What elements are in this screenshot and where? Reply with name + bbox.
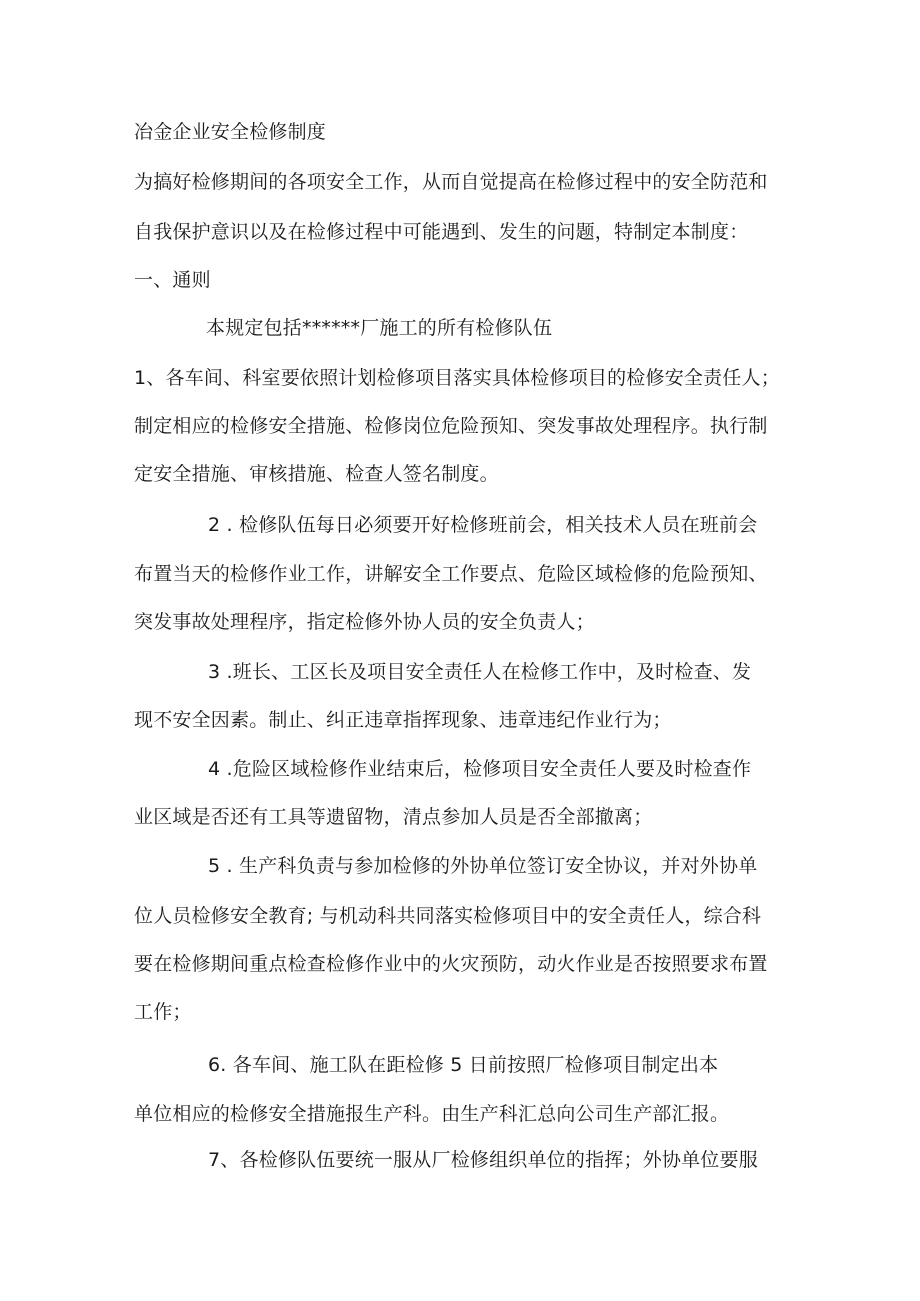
section-heading: 一、通则 xyxy=(134,269,211,291)
text-line: 位人员检修安全教育; 与机动科共同落实检修项目中的安全责任人，综合科 xyxy=(134,905,762,927)
text-line: 自我保护意识以及在检修过程中可能遇到、发生的问题，特制定本制度： xyxy=(134,221,749,243)
text-line: 3 .班长、工区长及项目安全责任人在检修工作中，及时检查、发 xyxy=(208,661,752,683)
text-line: 业区域是否还有工具等遗留物，清点参加人员是否全部撤离； xyxy=(134,806,653,828)
text-line: 1、各车间、科室要依照计划检修项目落实具体检修项目的检修安全责任人； xyxy=(134,367,780,389)
text-line: 工作； xyxy=(134,1001,192,1023)
text-line: 定安全措施、审核措施、检查人签名制度。 xyxy=(134,463,499,485)
document-title: 冶金企业安全检修制度 xyxy=(134,121,327,143)
text-line: 制定相应的检修安全措施、检修岗位危险预知、突发事故处理程序。执行制 xyxy=(134,415,768,437)
text-line: 要在检修期间重点检查检修作业中的火灾预防，动火作业是否按照要求布置 xyxy=(134,953,768,975)
text-line: 单位相应的检修安全措施报生产科。由生产科汇总向公司生产部汇报。 xyxy=(134,1103,730,1125)
text-line: 4 .危险区域检修作业结束后，检修项目安全责任人要及时检查作 xyxy=(208,758,752,780)
text-line: 突发事故处理程序，指定检修外协人员的安全负责人； xyxy=(134,611,595,633)
text-line: 5 . 生产科负责与参加检修的外协单位签订安全协议，并对外协单 xyxy=(208,855,758,877)
text-line: 本规定包括******厂施工的所有检修队伍 xyxy=(206,317,553,339)
text-line: 7、各检修队伍要统一服从厂检修组织单位的指挥；外协单位要服 xyxy=(208,1149,758,1171)
text-line: 布置当天的检修作业工作，讲解安全工作要点、危险区域检修的危险预知、 xyxy=(134,563,768,585)
text-line: 6. 各车间、施工队在距检修 5 日前按照厂检修项目制定出本 xyxy=(208,1054,719,1076)
text-line: 现不安全因素。制止、纠正违章指挥现象、违章违纪作业行为； xyxy=(134,709,672,731)
text-line: 为搞好检修期间的各项安全工作，从而自觉提高在检修过程中的安全防范和 xyxy=(134,171,768,193)
text-line: 2 . 检修队伍每日必须要开好检修班前会，相关技术人员在班前会 xyxy=(208,514,758,536)
